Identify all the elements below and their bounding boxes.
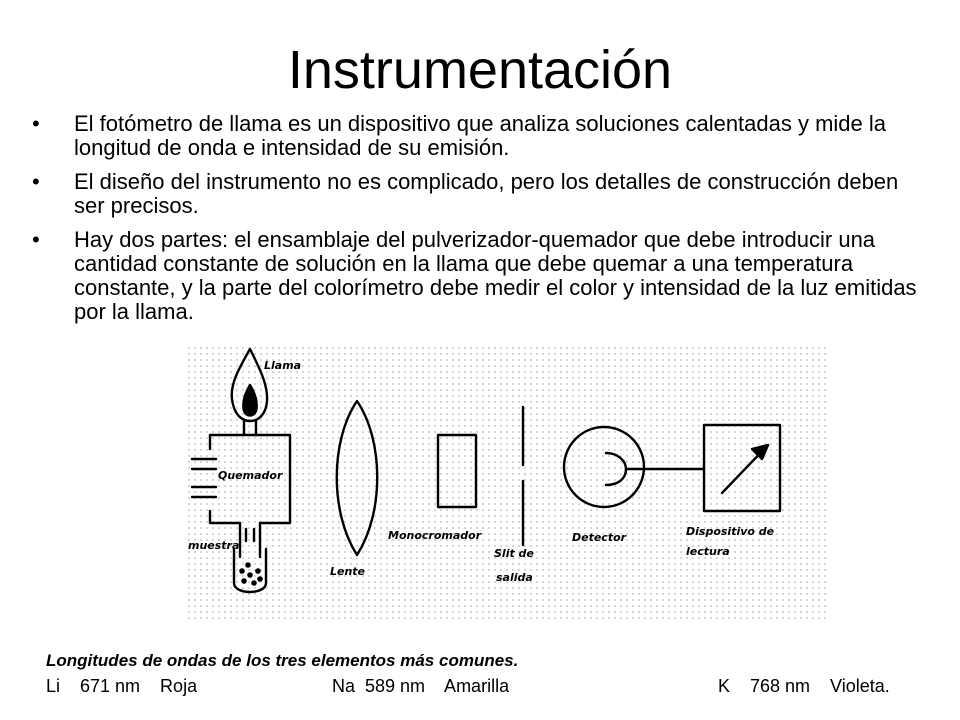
slide-title: Instrumentación: [287, 40, 673, 100]
label-slit-2: salida: [496, 571, 533, 584]
label-lente: Lente: [330, 565, 366, 578]
label-detector: Detector: [572, 531, 627, 544]
caption: Longitudes de ondas de los tres elementos más comunes.: [46, 651, 519, 670]
element-na: Na 589 nm Amarilla: [332, 676, 510, 696]
label-dispositivo-2: lectura: [686, 545, 730, 558]
label-llama: Llama: [264, 359, 302, 372]
label-slit-1: Slit de: [494, 547, 534, 560]
bullet-text: El fotómetro de llama es un dispositivo que analiza soluciones calentadas y mide la longitud de onda e intensidad de su emisión.: [74, 111, 887, 160]
burner-icon: [192, 421, 290, 557]
bullet-dot: •: [32, 111, 40, 136]
element-k: K 768 nm Violeta.: [718, 676, 890, 696]
label-quemador: Quemador: [218, 469, 283, 482]
bullet-text: Hay dos partes: el ensamblaje del pulverizador-quemador que debe introducir una cantidad constante de solución en la llama que debe quemar a una temperatura constante, y la parte del colorímetro debe medir el color y intensidad de la luz emitidas por la llama.: [74, 227, 917, 324]
element-li: Li 671 nm Roja: [46, 676, 198, 696]
bullet-dot: •: [32, 169, 40, 194]
label-muestra: muestra: [188, 539, 240, 552]
lens-icon: [337, 401, 378, 555]
diagram-svg: [186, 345, 829, 623]
flame-photometer-diagram: [186, 345, 829, 623]
monochromator-icon: [438, 435, 476, 507]
bullet-dot: •: [32, 227, 40, 252]
bullet-item: [30, 112, 930, 160]
bullet-list: [30, 112, 930, 334]
readout-device-icon: [704, 425, 780, 511]
label-monocromador: Monocromador: [388, 529, 482, 542]
label-dispositivo-1: Dispositivo de: [686, 525, 775, 538]
bullet-item: [30, 228, 930, 324]
detector-icon: [564, 427, 704, 507]
flame-icon: [232, 349, 267, 421]
bullet-item: [30, 170, 930, 218]
bullet-text: El diseño del instrumento no es complicado, pero los detalles de construcción deben ser precisos.: [74, 169, 899, 218]
